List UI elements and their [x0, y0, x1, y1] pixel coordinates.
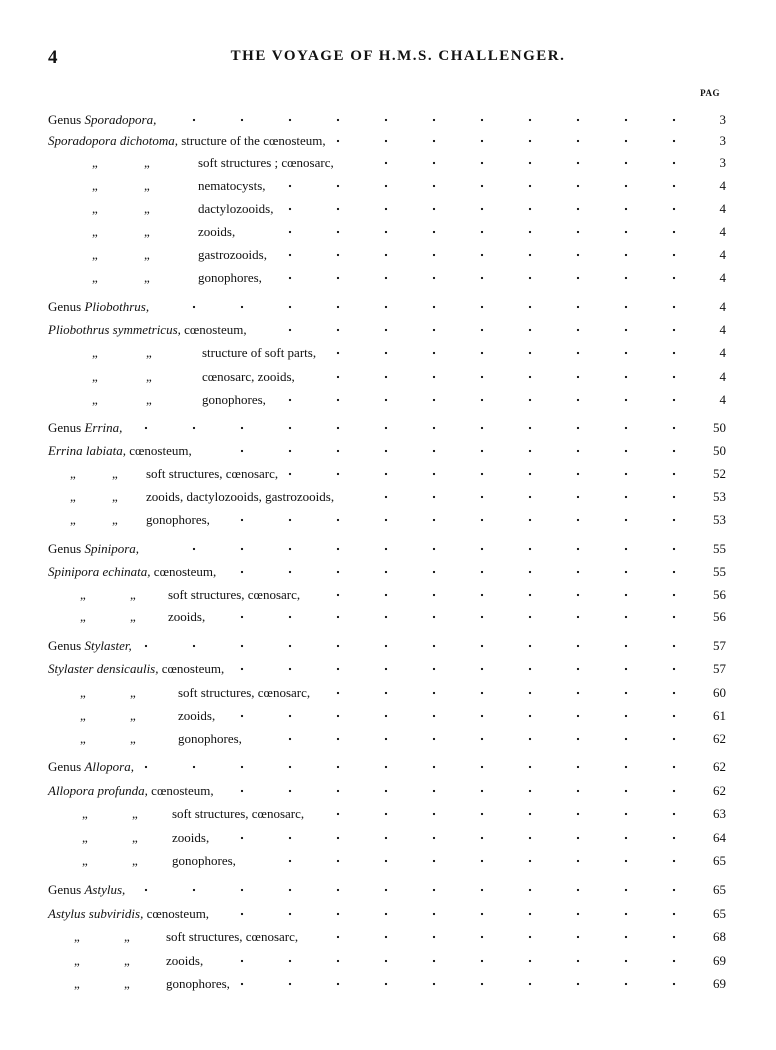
dot-leader — [326, 343, 704, 363]
page-ref: 61 — [713, 708, 726, 723]
toc-entry — [0, 343, 776, 363]
subentry-title: zooids, dactylozooids, gastrozooids, — [146, 489, 335, 504]
dot-leader — [149, 539, 704, 559]
subentry-title: gonophores, — [178, 731, 242, 746]
page-ref: 53 — [713, 512, 726, 527]
dot-leader — [344, 487, 704, 507]
toc-entry — [0, 828, 776, 848]
toc-entry — [0, 729, 776, 749]
genus-title — [48, 757, 134, 777]
ditto-mark: „ — [92, 270, 98, 285]
species-description: cœnosteum, — [180, 322, 247, 337]
species-description: cœnosteum, — [158, 661, 225, 676]
ditto-mark: „ — [80, 609, 86, 624]
dot-leader — [219, 904, 704, 924]
toc-entry — [0, 110, 776, 130]
species-description: cœnosteum, — [143, 906, 210, 921]
running-title: THE VOYAGE OF H.M.S. CHALLENGER. — [230, 48, 566, 64]
species-name: Allopora profunda, — [48, 783, 148, 798]
page-ref: 4 — [719, 392, 726, 407]
genus-title — [48, 636, 132, 656]
species-title — [48, 659, 224, 679]
page-ref: 55 — [713, 564, 726, 579]
toc-entry — [0, 706, 776, 726]
toc-entry — [0, 585, 776, 605]
ditto-mark: „ — [130, 587, 136, 602]
subentry-title: soft structures, cœnosarc, — [168, 587, 301, 602]
page-ref: 69 — [713, 976, 726, 991]
ditto-mark: „ — [82, 853, 88, 868]
page-ref: 62 — [713, 731, 726, 746]
page-ref: 53 — [713, 489, 726, 504]
page-ref: 4 — [719, 322, 726, 337]
genus-name: Allopora, — [84, 759, 134, 774]
page-ref: 3 — [719, 133, 726, 148]
page-ref: 65 — [713, 906, 726, 921]
species-title — [48, 131, 326, 151]
ditto-mark: „ — [80, 685, 86, 700]
dot-leader — [320, 683, 704, 703]
genus-title — [48, 539, 139, 559]
genus-prefix: Genus — [48, 112, 85, 127]
toc-entry — [0, 683, 776, 703]
toc-entry — [0, 636, 776, 656]
ditto-mark: „ — [92, 178, 98, 193]
dot-leader — [132, 418, 704, 438]
ditto-mark: „ — [74, 976, 80, 991]
toc-entry — [0, 441, 776, 461]
genus-title — [48, 110, 156, 130]
ditto-mark: „ — [146, 369, 152, 384]
toc-entry — [0, 418, 776, 438]
toc-entry — [0, 297, 776, 317]
toc-entry — [0, 464, 776, 484]
dot-leader — [336, 131, 704, 151]
dot-leader — [257, 320, 704, 340]
dot-leader — [234, 659, 704, 679]
toc-entry — [0, 199, 776, 219]
ditto-mark: „ — [70, 512, 76, 527]
subentry-title: soft structures ; cœnosarc, — [198, 155, 334, 170]
species-name: Pliobothrus symmetricus, — [48, 322, 181, 337]
species-title — [48, 781, 214, 801]
ditto-mark: „ — [146, 345, 152, 360]
ditto-mark: „ — [132, 806, 138, 821]
dot-leader — [225, 706, 704, 726]
genus-name: Spinipora, — [84, 541, 140, 556]
dot-leader — [219, 828, 704, 848]
subentry-title: cœnosarc, zooids, — [202, 369, 295, 384]
ditto-mark: „ — [92, 369, 98, 384]
toc-entry — [0, 487, 776, 507]
species-description: cœnosteum, — [150, 564, 217, 579]
subentry-title: gonophores, — [172, 853, 236, 868]
ditto-mark: „ — [82, 806, 88, 821]
genus-title — [48, 297, 149, 317]
page-ref: 52 — [713, 466, 726, 481]
dot-leader — [252, 729, 704, 749]
dot-leader — [314, 804, 704, 824]
page-ref: 68 — [713, 929, 726, 944]
subentry-title: dactylozooids, — [198, 201, 274, 216]
dot-leader — [135, 880, 704, 900]
ditto-mark: „ — [144, 224, 150, 239]
genus-prefix: Genus — [48, 638, 85, 653]
page-ref: 64 — [713, 830, 726, 845]
ditto-mark: „ — [132, 830, 138, 845]
genus-title — [48, 880, 125, 900]
ditto-mark: „ — [130, 685, 136, 700]
ditto-mark: „ — [146, 392, 152, 407]
subentry-title: zooids, — [168, 609, 206, 624]
dot-leader — [213, 951, 704, 971]
dot-leader — [240, 974, 704, 994]
dot-leader — [277, 245, 704, 265]
dot-leader — [283, 199, 704, 219]
page-ref: 50 — [713, 420, 726, 435]
species-name: Spinipora echinata, — [48, 564, 151, 579]
toc-entry — [0, 222, 776, 242]
subentry-title: gonophores, — [202, 392, 266, 407]
ditto-mark: „ — [130, 609, 136, 624]
subentry-title: gonophores, — [198, 270, 262, 285]
ditto-mark: „ — [92, 247, 98, 262]
page-ref: 4 — [719, 224, 726, 239]
page-ref: 4 — [719, 201, 726, 216]
page-ref: 62 — [713, 759, 726, 774]
subentry-title: structure of soft parts, — [202, 345, 317, 360]
ditto-mark: „ — [92, 345, 98, 360]
page-ref: 4 — [719, 345, 726, 360]
subentry-title: soft structures, cœnosarc, — [172, 806, 305, 821]
page-ref: 4 — [719, 178, 726, 193]
species-description: structure of the cœnosteum, — [178, 133, 326, 148]
genus-prefix: Genus — [48, 759, 85, 774]
ditto-mark: „ — [144, 270, 150, 285]
dot-leader — [308, 927, 704, 947]
species-name: Errina labiata, — [48, 443, 127, 458]
species-description: cœnosteum, — [126, 443, 192, 458]
dot-leader — [159, 297, 704, 317]
dot-leader — [226, 562, 704, 582]
ditto-mark: „ — [144, 247, 150, 262]
ditto-mark: „ — [112, 512, 118, 527]
ditto-mark: „ — [144, 178, 150, 193]
species-title — [48, 904, 209, 924]
toc-entry — [0, 390, 776, 410]
toc-entry — [0, 757, 776, 777]
subentry-title: soft structures, cœnosarc, — [178, 685, 311, 700]
toc-entry — [0, 245, 776, 265]
ditto-mark: „ — [82, 830, 88, 845]
page-ref: 63 — [713, 806, 726, 821]
genus-title — [48, 418, 122, 438]
dot-leader — [272, 268, 704, 288]
page-ref: 3 — [719, 112, 726, 127]
ditto-mark: „ — [130, 708, 136, 723]
toc-entry — [0, 539, 776, 559]
ditto-mark: „ — [132, 853, 138, 868]
dot-leader — [276, 176, 704, 196]
page-ref: 57 — [713, 661, 726, 676]
page-ref: 3 — [719, 155, 726, 170]
page-ref: 60 — [713, 685, 726, 700]
subentry-title: gastrozooids, — [198, 247, 267, 262]
ditto-mark: „ — [112, 489, 118, 504]
ditto-mark: „ — [144, 201, 150, 216]
genus-name: Astylus, — [84, 882, 126, 897]
ditto-mark: „ — [124, 929, 130, 944]
species-description: cœnosteum, — [147, 783, 214, 798]
toc-entry — [0, 320, 776, 340]
toc-entry — [0, 367, 776, 387]
species-title — [48, 320, 247, 340]
page-ref: 4 — [719, 299, 726, 314]
genus-prefix: Genus — [48, 299, 85, 314]
toc-entry — [0, 880, 776, 900]
dot-leader — [344, 153, 704, 173]
genus-name: Pliobothrus, — [84, 299, 150, 314]
ditto-mark: „ — [124, 953, 130, 968]
dot-leader — [288, 464, 704, 484]
page-ref: 4 — [719, 247, 726, 262]
ditto-mark: „ — [70, 466, 76, 481]
ditto-mark: „ — [124, 976, 130, 991]
subentry-title: nematocysts, — [198, 178, 266, 193]
dot-leader — [224, 781, 704, 801]
ditto-mark: „ — [74, 953, 80, 968]
page-ref: 4 — [719, 270, 726, 285]
ditto-mark: „ — [92, 224, 98, 239]
subentry-title: zooids, — [198, 224, 236, 239]
page-ref: 4 — [719, 369, 726, 384]
dot-leader — [166, 110, 704, 130]
genus-prefix: Genus — [48, 420, 85, 435]
toc-entry — [0, 974, 776, 994]
genus-name: Sporadopora, — [84, 112, 157, 127]
genus-name: Errina, — [84, 420, 123, 435]
ditto-mark: „ — [130, 731, 136, 746]
dot-leader — [305, 367, 704, 387]
page-ref: 65 — [713, 853, 726, 868]
ditto-mark: „ — [80, 587, 86, 602]
toc-entry — [0, 804, 776, 824]
subentry-title: soft structures, cœnosarc, — [146, 466, 279, 481]
page-ref: 56 — [713, 609, 726, 624]
toc-entry — [0, 153, 776, 173]
species-title — [48, 562, 216, 582]
page-ref: 62 — [713, 783, 726, 798]
dot-leader — [202, 441, 704, 461]
ditto-mark: „ — [70, 489, 76, 504]
ditto-mark: „ — [92, 201, 98, 216]
subentry-title: gonophores, — [146, 512, 210, 527]
toc-entry — [0, 781, 776, 801]
toc-entry — [0, 927, 776, 947]
toc-entry — [0, 510, 776, 530]
ditto-mark: „ — [92, 155, 98, 170]
toc-entry — [0, 176, 776, 196]
toc-entry — [0, 904, 776, 924]
ditto-mark: „ — [74, 929, 80, 944]
toc-entry — [0, 951, 776, 971]
page-ref: 56 — [713, 587, 726, 602]
ditto-mark: „ — [144, 155, 150, 170]
page-number: 4 — [48, 47, 58, 68]
species-name: Stylaster densicaulis, — [48, 661, 159, 676]
ditto-mark: „ — [112, 466, 118, 481]
page-ref: 57 — [713, 638, 726, 653]
subentry-title: gonophores, — [166, 976, 230, 991]
toc-entry — [0, 131, 776, 151]
toc-entry — [0, 562, 776, 582]
page-ref: 55 — [713, 541, 726, 556]
subentry-title: zooids, — [172, 830, 210, 845]
page-column-label: PAG — [700, 88, 720, 98]
toc-entry — [0, 659, 776, 679]
subentry-title: soft structures, cœnosarc, — [166, 929, 299, 944]
page-ref: 69 — [713, 953, 726, 968]
page-ref: 50 — [713, 443, 726, 458]
dot-leader — [246, 851, 704, 871]
species-name: Sporadopora dichotoma, — [48, 133, 178, 148]
subentry-title: zooids, — [166, 953, 204, 968]
ditto-mark: „ — [80, 708, 86, 723]
species-name: Astylus subviridis, — [48, 906, 144, 921]
subentry-title: zooids, — [178, 708, 216, 723]
dot-leader — [310, 585, 704, 605]
toc-entry — [0, 268, 776, 288]
dot-leader — [215, 607, 704, 627]
species-title — [48, 441, 192, 461]
ditto-mark: „ — [80, 731, 86, 746]
dot-leader — [220, 510, 704, 530]
toc-entry — [0, 851, 776, 871]
genus-name: Stylaster, — [84, 638, 132, 653]
dot-leader — [144, 757, 704, 777]
toc-entry — [0, 607, 776, 627]
dot-leader — [276, 390, 704, 410]
dot-leader — [142, 636, 704, 656]
page-ref: 65 — [713, 882, 726, 897]
genus-prefix: Genus — [48, 541, 85, 556]
dot-leader — [245, 222, 704, 242]
ditto-mark: „ — [92, 392, 98, 407]
genus-prefix: Genus — [48, 882, 85, 897]
